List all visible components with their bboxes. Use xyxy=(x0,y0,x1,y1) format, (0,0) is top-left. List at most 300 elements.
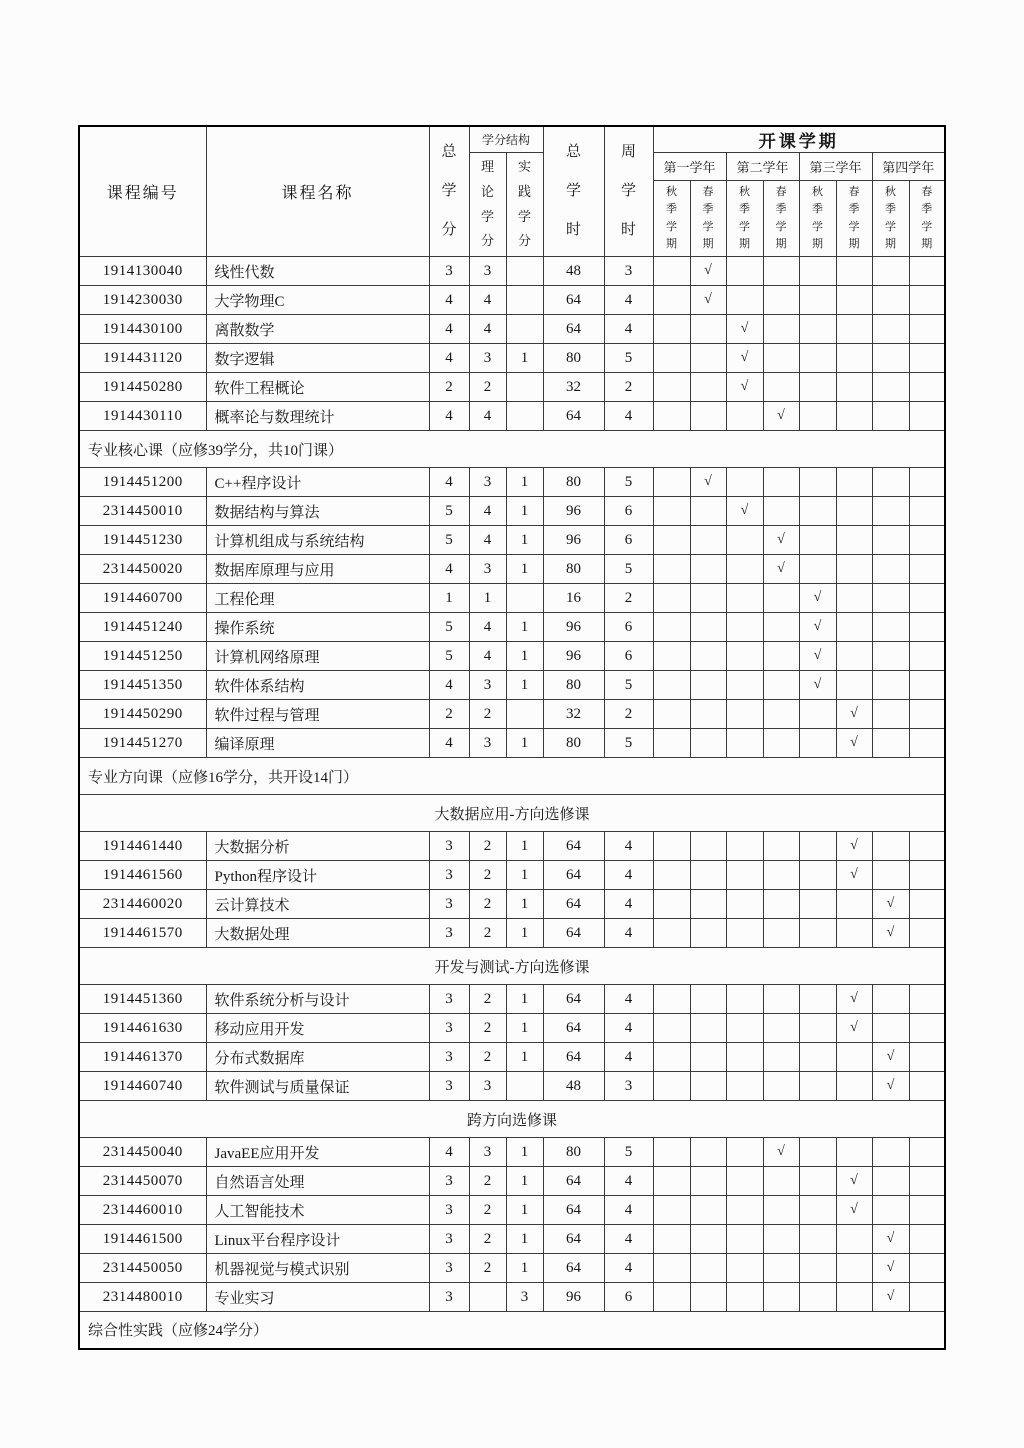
total-credits-cell: 4 xyxy=(429,555,469,584)
weekly-hours-cell: 6 xyxy=(604,526,653,555)
total-credits-cell: 3 xyxy=(429,832,469,861)
total-hours-cell: 64 xyxy=(543,861,604,890)
semester-empty-cell xyxy=(799,497,836,526)
course-code-cell: 1914451240 xyxy=(79,613,206,642)
total-hours-cell: 32 xyxy=(543,700,604,729)
theory-credits-cell: 2 xyxy=(469,890,506,919)
semester-empty-cell xyxy=(836,642,872,671)
course-row xyxy=(79,1196,945,1225)
semester-check-mark: √ xyxy=(836,1014,872,1043)
semester-empty-cell xyxy=(799,700,836,729)
total-credits-cell: 5 xyxy=(429,642,469,671)
semester-empty-cell xyxy=(836,257,872,286)
semester-empty-cell xyxy=(763,832,799,861)
course-row xyxy=(79,373,945,402)
semester-empty-cell xyxy=(653,1072,690,1101)
section-label: 综合性实践（应修24学分） xyxy=(79,1312,945,1349)
total-hours-cell: 64 xyxy=(543,315,604,344)
course-name-cell: 移动应用开发 xyxy=(206,1014,429,1043)
semester-empty-cell xyxy=(726,555,763,584)
semester-empty-cell xyxy=(909,832,945,861)
total-hours-cell: 64 xyxy=(543,890,604,919)
total-hours-cell: 96 xyxy=(543,497,604,526)
semester-empty-cell xyxy=(653,1138,690,1167)
semester-empty-cell xyxy=(763,1043,799,1072)
theory-credits-cell: 4 xyxy=(469,315,506,344)
semester-empty-cell xyxy=(763,919,799,948)
semester-empty-cell xyxy=(799,286,836,315)
semester-check-mark: √ xyxy=(763,1138,799,1167)
total-hours-cell: 16 xyxy=(543,584,604,613)
semester-empty-cell xyxy=(690,613,726,642)
semester-empty-cell xyxy=(690,1014,726,1043)
semester-empty-cell xyxy=(836,1283,872,1312)
semester-empty-cell xyxy=(726,1254,763,1283)
header-fall-y4: 秋季学期 xyxy=(872,181,909,257)
curriculum-table xyxy=(78,125,946,1350)
practice-credits-cell: 1 xyxy=(506,1196,543,1225)
course-name-cell: 数据库原理与应用 xyxy=(206,555,429,584)
semester-check-mark: √ xyxy=(872,890,909,919)
total-credits-cell: 4 xyxy=(429,315,469,344)
course-row xyxy=(79,1167,945,1196)
practice-credits-cell xyxy=(506,402,543,431)
semester-check-mark: √ xyxy=(799,671,836,700)
semester-empty-cell xyxy=(909,1196,945,1225)
course-name-cell: 软件体系结构 xyxy=(206,671,429,700)
total-hours-cell: 80 xyxy=(543,344,604,373)
semester-empty-cell xyxy=(690,861,726,890)
theory-credits-cell: 4 xyxy=(469,402,506,431)
semester-check-mark: √ xyxy=(690,468,726,497)
course-row xyxy=(79,1225,945,1254)
course-row xyxy=(79,315,945,344)
weekly-hours-cell: 4 xyxy=(604,985,653,1014)
semester-check-mark: √ xyxy=(836,1196,872,1225)
semester-empty-cell xyxy=(909,1167,945,1196)
semester-empty-cell xyxy=(726,729,763,758)
semester-empty-cell xyxy=(763,468,799,497)
practice-credits-label: 实践学分 xyxy=(518,159,532,249)
total-credits-cell: 4 xyxy=(429,344,469,373)
practice-credits-cell: 1 xyxy=(506,1014,543,1043)
semester-empty-cell xyxy=(872,555,909,584)
semester-empty-cell xyxy=(690,1167,726,1196)
course-code-cell: 2314460020 xyxy=(79,890,206,919)
semester-empty-cell xyxy=(726,1072,763,1101)
weekly-hours-cell: 2 xyxy=(604,700,653,729)
header-spring-y2: 春季学期 xyxy=(763,181,799,257)
semester-check-mark: √ xyxy=(799,584,836,613)
semester-empty-cell xyxy=(690,1072,726,1101)
semester-empty-cell xyxy=(763,1014,799,1043)
total-credits-cell: 3 xyxy=(429,1072,469,1101)
weekly-hours-cell: 4 xyxy=(604,402,653,431)
semester-empty-cell xyxy=(799,919,836,948)
practice-credits-cell: 1 xyxy=(506,919,543,948)
theory-credits-cell: 2 xyxy=(469,861,506,890)
semester-empty-cell xyxy=(763,257,799,286)
course-code-cell: 2314480010 xyxy=(79,1283,206,1312)
semester-empty-cell xyxy=(836,373,872,402)
semester-empty-cell xyxy=(763,315,799,344)
semester-empty-cell xyxy=(909,613,945,642)
total-hours-cell: 96 xyxy=(543,1283,604,1312)
total-credits-cell: 4 xyxy=(429,402,469,431)
semester-empty-cell xyxy=(909,257,945,286)
semester-empty-cell xyxy=(763,497,799,526)
course-row xyxy=(79,555,945,584)
practice-credits-cell: 1 xyxy=(506,890,543,919)
total-credits-cell: 5 xyxy=(429,526,469,555)
semester-empty-cell xyxy=(726,1167,763,1196)
semester-empty-cell xyxy=(799,729,836,758)
weekly-hours-cell: 6 xyxy=(604,497,653,526)
semester-empty-cell xyxy=(909,919,945,948)
semester-empty-cell xyxy=(836,497,872,526)
practice-credits-cell: 1 xyxy=(506,497,543,526)
practice-credits-cell xyxy=(506,700,543,729)
semester-empty-cell xyxy=(799,526,836,555)
semester-empty-cell xyxy=(690,315,726,344)
header-practice-credits xyxy=(506,153,543,257)
total-hours-cell: 96 xyxy=(543,613,604,642)
semester-check-mark: √ xyxy=(763,526,799,555)
header-fall-y3: 秋季学期 xyxy=(799,181,836,257)
course-row xyxy=(79,1072,945,1101)
practice-credits-cell xyxy=(506,1072,543,1101)
semester-empty-cell xyxy=(653,1283,690,1312)
course-name-cell: 专业实习 xyxy=(206,1283,429,1312)
theory-credits-cell: 3 xyxy=(469,555,506,584)
semester-empty-cell xyxy=(872,729,909,758)
semester-empty-cell xyxy=(799,257,836,286)
semester-empty-cell xyxy=(653,1225,690,1254)
semester-empty-cell xyxy=(653,985,690,1014)
theory-credits-cell: 4 xyxy=(469,286,506,315)
semester-empty-cell xyxy=(799,1072,836,1101)
practice-credits-cell: 1 xyxy=(506,861,543,890)
semester-empty-cell xyxy=(799,402,836,431)
header-weekly-hours xyxy=(604,126,653,257)
semester-empty-cell xyxy=(799,832,836,861)
total-hours-cell: 64 xyxy=(543,402,604,431)
course-name-cell: 软件过程与管理 xyxy=(206,700,429,729)
semester-empty-cell xyxy=(690,700,726,729)
semester-empty-cell xyxy=(909,1014,945,1043)
course-row xyxy=(79,1254,945,1283)
semester-empty-cell xyxy=(726,1196,763,1225)
semester-empty-cell xyxy=(872,344,909,373)
total-hours-cell: 96 xyxy=(543,526,604,555)
total-hours-cell: 64 xyxy=(543,1196,604,1225)
semester-empty-cell xyxy=(909,468,945,497)
header-credit-structure: 学分结构 xyxy=(469,126,543,153)
semester-empty-cell xyxy=(763,373,799,402)
semester-empty-cell xyxy=(799,890,836,919)
course-code-cell: 1914460740 xyxy=(79,1072,206,1101)
weekly-hours-cell: 4 xyxy=(604,1167,653,1196)
semester-empty-cell xyxy=(690,1225,726,1254)
semester-empty-cell xyxy=(836,671,872,700)
total-hours-cell: 64 xyxy=(543,919,604,948)
semester-empty-cell xyxy=(726,468,763,497)
theory-credits-cell: 3 xyxy=(469,729,506,758)
semester-empty-cell xyxy=(690,1196,726,1225)
semester-empty-cell xyxy=(872,286,909,315)
semester-empty-cell xyxy=(653,373,690,402)
total-credits-cell: 3 xyxy=(429,861,469,890)
semester-empty-cell xyxy=(872,613,909,642)
semester-empty-cell xyxy=(653,919,690,948)
semester-check-mark: √ xyxy=(799,642,836,671)
course-row xyxy=(79,861,945,890)
section-label: 大数据应用-方向选修课 xyxy=(79,795,945,832)
semester-check-mark: √ xyxy=(799,613,836,642)
theory-credits-cell: 2 xyxy=(469,1167,506,1196)
header-course-code: 课程编号 xyxy=(79,126,206,257)
practice-credits-cell: 1 xyxy=(506,832,543,861)
weekly-hours-cell: 5 xyxy=(604,555,653,584)
weekly-hours-cell: 5 xyxy=(604,729,653,758)
semester-empty-cell xyxy=(690,832,726,861)
semester-empty-cell xyxy=(726,642,763,671)
semester-empty-cell xyxy=(836,315,872,344)
practice-credits-cell: 1 xyxy=(506,985,543,1014)
practice-credits-cell: 1 xyxy=(506,468,543,497)
semester-check-mark: √ xyxy=(872,1254,909,1283)
total-credits-cell: 3 xyxy=(429,890,469,919)
course-code-cell: 1914461630 xyxy=(79,1014,206,1043)
total-credits-cell: 5 xyxy=(429,497,469,526)
semester-empty-cell xyxy=(836,1138,872,1167)
semester-empty-cell xyxy=(726,861,763,890)
semester-empty-cell xyxy=(909,1138,945,1167)
theory-credits-cell: 2 xyxy=(469,919,506,948)
semester-empty-cell xyxy=(653,584,690,613)
theory-credits-cell: 3 xyxy=(469,671,506,700)
course-code-cell: 2314450050 xyxy=(79,1254,206,1283)
weekly-hours-cell: 4 xyxy=(604,861,653,890)
theory-credits-cell: 3 xyxy=(469,1072,506,1101)
semester-empty-cell xyxy=(836,468,872,497)
table-body xyxy=(79,257,945,1349)
semester-empty-cell xyxy=(909,373,945,402)
semester-empty-cell xyxy=(909,402,945,431)
total-hours-cell: 64 xyxy=(543,1254,604,1283)
course-row xyxy=(79,1014,945,1043)
course-code-cell: 1914430100 xyxy=(79,315,206,344)
course-name-cell: 人工智能技术 xyxy=(206,1196,429,1225)
theory-credits-cell: 3 xyxy=(469,468,506,497)
theory-credits-cell: 4 xyxy=(469,497,506,526)
semester-empty-cell xyxy=(763,1254,799,1283)
total-hours-cell: 96 xyxy=(543,642,604,671)
semester-empty-cell xyxy=(653,832,690,861)
header-spring-y1: 春季学期 xyxy=(690,181,726,257)
section-row xyxy=(79,1101,945,1138)
semester-check-mark: √ xyxy=(872,919,909,948)
course-code-cell: 1914461370 xyxy=(79,1043,206,1072)
total-credits-cell: 3 xyxy=(429,919,469,948)
practice-credits-cell xyxy=(506,286,543,315)
theory-credits-cell: 2 xyxy=(469,1254,506,1283)
weekly-hours-cell: 4 xyxy=(604,315,653,344)
course-name-cell: 数字逻辑 xyxy=(206,344,429,373)
theory-credits-cell xyxy=(469,1283,506,1312)
semester-empty-cell xyxy=(653,555,690,584)
theory-credits-cell: 4 xyxy=(469,613,506,642)
semester-empty-cell xyxy=(872,700,909,729)
course-name-cell: 编译原理 xyxy=(206,729,429,758)
semester-empty-cell xyxy=(836,919,872,948)
theory-credits-cell: 3 xyxy=(469,344,506,373)
semester-empty-cell xyxy=(690,402,726,431)
theory-credits-cell: 2 xyxy=(469,985,506,1014)
semester-empty-cell xyxy=(909,1283,945,1312)
semester-check-mark: √ xyxy=(690,257,726,286)
semester-empty-cell xyxy=(909,890,945,919)
semester-empty-cell xyxy=(690,642,726,671)
course-row xyxy=(79,1043,945,1072)
header-spring-y4: 春季学期 xyxy=(909,181,945,257)
total-credits-cell: 3 xyxy=(429,1043,469,1072)
semester-empty-cell xyxy=(836,286,872,315)
weekly-hours-cell: 4 xyxy=(604,1043,653,1072)
semester-empty-cell xyxy=(653,315,690,344)
semester-empty-cell xyxy=(872,1167,909,1196)
semester-empty-cell xyxy=(872,1196,909,1225)
semester-empty-cell xyxy=(690,729,726,758)
semester-empty-cell xyxy=(909,1254,945,1283)
course-row xyxy=(79,613,945,642)
practice-credits-cell: 1 xyxy=(506,1254,543,1283)
semester-empty-cell xyxy=(726,1014,763,1043)
semester-empty-cell xyxy=(799,1043,836,1072)
semester-empty-cell xyxy=(872,985,909,1014)
total-credits-cell: 3 xyxy=(429,1167,469,1196)
semester-empty-cell xyxy=(799,1138,836,1167)
practice-credits-cell: 1 xyxy=(506,642,543,671)
semester-empty-cell xyxy=(726,1043,763,1072)
course-row xyxy=(79,1138,945,1167)
course-name-cell: 线性代数 xyxy=(206,257,429,286)
practice-credits-cell xyxy=(506,315,543,344)
semester-empty-cell xyxy=(653,1196,690,1225)
section-label: 专业核心课（应修39学分，共10门课） xyxy=(79,431,945,468)
semester-check-mark: √ xyxy=(726,344,763,373)
semester-check-mark: √ xyxy=(872,1072,909,1101)
total-hours-cell: 32 xyxy=(543,373,604,402)
semester-empty-cell xyxy=(836,613,872,642)
course-name-cell: 机器视觉与模式识别 xyxy=(206,1254,429,1283)
section-row xyxy=(79,948,945,985)
practice-credits-cell: 1 xyxy=(506,1167,543,1196)
semester-empty-cell xyxy=(763,344,799,373)
semester-empty-cell xyxy=(763,890,799,919)
weekly-hours-cell: 4 xyxy=(604,1254,653,1283)
semester-empty-cell xyxy=(872,497,909,526)
course-name-cell: 操作系统 xyxy=(206,613,429,642)
semester-empty-cell xyxy=(726,402,763,431)
semester-empty-cell xyxy=(872,1014,909,1043)
semester-empty-cell xyxy=(726,832,763,861)
semester-empty-cell xyxy=(799,468,836,497)
semester-empty-cell xyxy=(726,890,763,919)
semester-check-mark: √ xyxy=(726,373,763,402)
practice-credits-cell: 1 xyxy=(506,526,543,555)
semester-empty-cell xyxy=(909,497,945,526)
total-hours-cell: 64 xyxy=(543,985,604,1014)
weekly-hours-label: 周学时 xyxy=(621,144,637,238)
course-name-cell: 软件工程概论 xyxy=(206,373,429,402)
semester-empty-cell xyxy=(909,526,945,555)
course-code-cell: 1914431120 xyxy=(79,344,206,373)
semester-empty-cell xyxy=(653,1254,690,1283)
course-row xyxy=(79,344,945,373)
semester-empty-cell xyxy=(726,1283,763,1312)
semester-empty-cell xyxy=(763,671,799,700)
theory-credits-cell: 2 xyxy=(469,832,506,861)
semester-empty-cell xyxy=(909,1072,945,1101)
semester-empty-cell xyxy=(726,1225,763,1254)
semester-empty-cell xyxy=(690,671,726,700)
semester-empty-cell xyxy=(653,257,690,286)
course-row xyxy=(79,985,945,1014)
header-total-hours xyxy=(543,126,604,257)
practice-credits-cell: 1 xyxy=(506,555,543,584)
practice-credits-cell xyxy=(506,584,543,613)
semester-empty-cell xyxy=(872,584,909,613)
practice-credits-cell: 1 xyxy=(506,1225,543,1254)
theory-credits-cell: 1 xyxy=(469,584,506,613)
practice-credits-cell: 1 xyxy=(506,344,543,373)
course-row xyxy=(79,286,945,315)
semester-empty-cell xyxy=(690,1254,726,1283)
total-hours-cell: 80 xyxy=(543,555,604,584)
course-code-cell: 2314450020 xyxy=(79,555,206,584)
semester-empty-cell xyxy=(763,1167,799,1196)
semester-empty-cell xyxy=(799,1167,836,1196)
course-row xyxy=(79,729,945,758)
total-credits-cell: 3 xyxy=(429,1225,469,1254)
semester-check-mark: √ xyxy=(763,402,799,431)
total-credits-cell: 3 xyxy=(429,1283,469,1312)
course-name-cell: 分布式数据库 xyxy=(206,1043,429,1072)
course-code-cell: 1914460700 xyxy=(79,584,206,613)
weekly-hours-cell: 4 xyxy=(604,1225,653,1254)
header-fall-y2: 秋季学期 xyxy=(726,181,763,257)
course-name-cell: 计算机组成与系统结构 xyxy=(206,526,429,555)
semester-empty-cell xyxy=(799,1225,836,1254)
total-hours-cell: 80 xyxy=(543,468,604,497)
course-code-cell: 1914461500 xyxy=(79,1225,206,1254)
course-code-cell: 1914451250 xyxy=(79,642,206,671)
header-year-3: 第三学年 xyxy=(799,153,872,181)
total-credits-cell: 3 xyxy=(429,985,469,1014)
total-hours-cell: 64 xyxy=(543,1225,604,1254)
semester-empty-cell xyxy=(799,985,836,1014)
course-code-cell: 1914230030 xyxy=(79,286,206,315)
theory-credits-cell: 3 xyxy=(469,1138,506,1167)
total-hours-cell: 48 xyxy=(543,1072,604,1101)
section-row xyxy=(79,758,945,795)
semester-empty-cell xyxy=(653,1043,690,1072)
weekly-hours-cell: 6 xyxy=(604,613,653,642)
semester-empty-cell xyxy=(726,985,763,1014)
semester-empty-cell xyxy=(653,613,690,642)
semester-empty-cell xyxy=(690,919,726,948)
